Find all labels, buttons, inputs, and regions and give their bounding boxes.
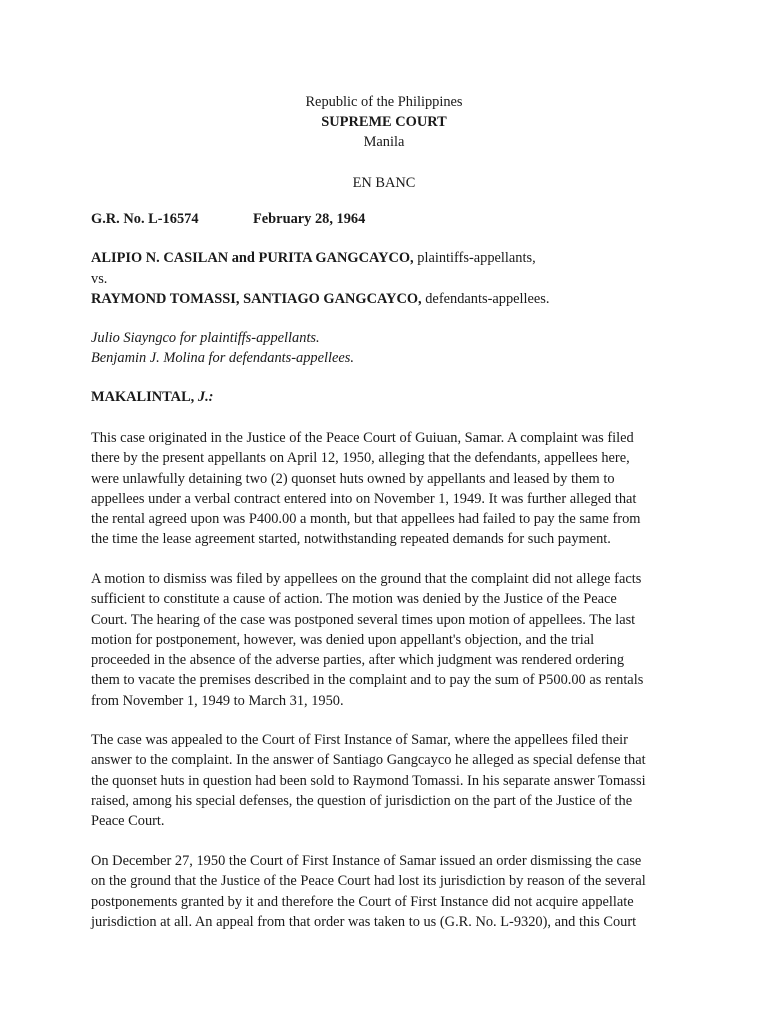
- division-heading: EN BANC: [352, 175, 416, 191]
- paragraph-line: proceeded in the absence of the adverse parties, after which judgment was rendered ordering: [91, 652, 625, 669]
- paragraph-line: there by the present appellants on April 12, 1950, alleging that the defendants, appellees here,: [91, 450, 630, 467]
- paragraph-line: answer to the complaint. In the answer of Santiago Gangcayco he alleged as special defense that: [91, 752, 646, 769]
- paragraph-line: Peace Court.: [91, 813, 165, 830]
- paragraph-line: The case was appealed to the Court of First Instance of Samar, where the appellees filed their: [91, 732, 628, 748]
- paragraph-line: the rental agreed upon was P400.00 a month, but that appellees had failed to pay the same from: [91, 511, 641, 528]
- paragraph-line: them to vacate the premises described in the complaint and to pay the sum of P500.00 as rentals: [91, 672, 644, 689]
- gr-number: G.R. No. L-16574: [91, 211, 199, 227]
- paragraph-line: A motion to dismiss was filed by appellees on the ground that the complaint did not allege facts: [91, 571, 642, 587]
- paragraph-line: On December 27, 1950 the Court of First Instance of Samar issued an order dismissing the case: [91, 853, 642, 869]
- paragraph-line: were unlawfully detaining two (2) quonset huts owned by appellants and leased by them to: [91, 470, 615, 487]
- republic-heading: Republic of the Philippines: [305, 94, 463, 110]
- body-paragraph-3: [91, 730, 681, 831]
- paragraph-line: This case originated in the Justice of the Peace Court of Guiuan, Samar. A complaint was filed: [91, 430, 634, 446]
- ponente-name: MAKALINTAL,: [91, 389, 198, 405]
- paragraph-line: on the ground that the Justice of the Peace Court had lost its jurisdiction by reason of the several: [91, 873, 646, 890]
- paragraph-line: motion for postponement, however, was denied upon appellant's objection, and the trial: [91, 631, 595, 648]
- ponente-suffix: J.:: [197, 389, 214, 405]
- paragraph-line: from November 1, 1949 to March 31, 1950.: [91, 692, 344, 709]
- paragraph-line: raised, among his special defenses, the question of jurisdiction on the part of the Justice of the: [91, 792, 633, 809]
- plaintiffs-names: ALIPIO N. CASILAN and PURITA GANGCAYCO,: [91, 250, 414, 266]
- ponente: [91, 389, 213, 406]
- counsel-defendants: Benjamin J. Molina for defendants-appellees.: [91, 350, 354, 366]
- versus: vs.: [91, 271, 108, 287]
- paragraph-line: sufficient to constitute a cause of action. The motion was denied by the Justice of the Peace: [91, 591, 617, 608]
- counsel-plaintiffs: Julio Siayngco for plaintiffs-appellants.: [91, 330, 320, 346]
- paragraph-line: jurisdiction at all. An appeal from that order was taken to us (G.R. No. L-9320), and this Court: [91, 913, 637, 930]
- defendants-names: RAYMOND TOMASSI, SANTIAGO GANGCAYCO,: [91, 291, 422, 307]
- paragraph-line: Court. The hearing of the case was postponed several times upon motion of appellees. The last: [91, 611, 636, 628]
- defendants-line: [91, 291, 550, 308]
- paragraph-line: the time the lease agreement started, notwithstanding repeated demands for such payment.: [91, 531, 611, 548]
- court-heading: SUPREME COURT: [321, 114, 447, 130]
- defendants-role: defendants-appellees.: [421, 291, 550, 307]
- plaintiffs-role: plaintiffs-appellants,: [413, 250, 536, 266]
- plaintiffs-line: [91, 250, 536, 267]
- paragraph-line: appellees under a verbal contract entered into on November 1, 1949. It was further alleged that: [91, 490, 637, 507]
- paragraph-line: the quonset huts in question had been sold to Raymond Tomassi. In his separate answer Tomassi: [91, 772, 646, 789]
- city-heading: Manila: [363, 134, 405, 150]
- body-paragraph-2: [91, 569, 681, 711]
- paragraph-line: postponements granted by it and therefore the Court of First Instance did not acquire appellate: [91, 893, 634, 910]
- body-paragraph-1: [91, 428, 681, 550]
- body-paragraph-4: [91, 851, 681, 932]
- decision-date: February 28, 1964: [253, 211, 366, 227]
